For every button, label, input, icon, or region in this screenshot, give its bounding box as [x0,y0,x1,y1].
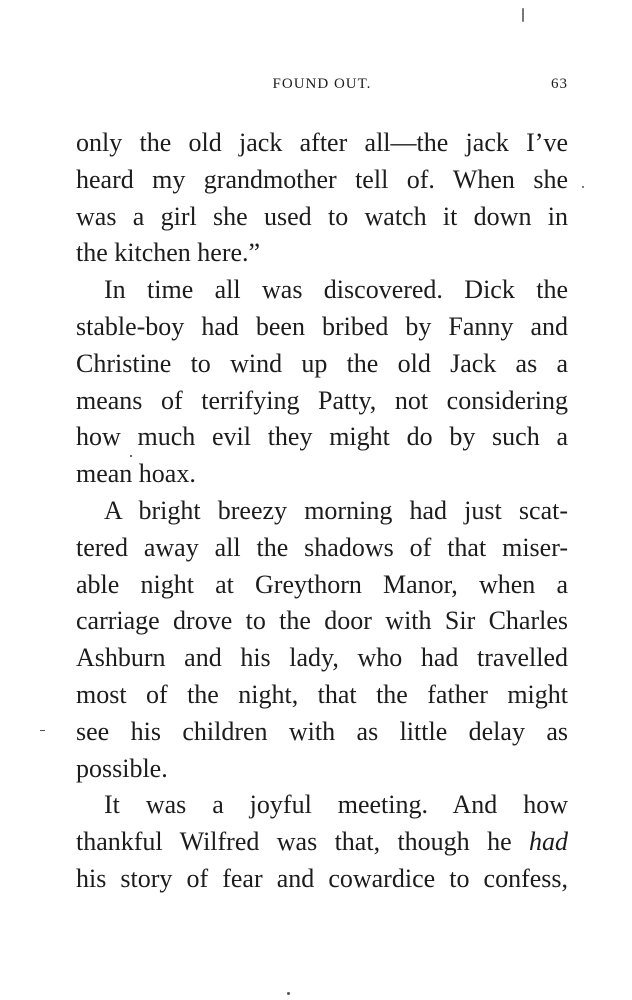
scan-speck [582,186,584,188]
running-head: FOUND OUT. [272,76,372,92]
paragraph-1 [76,125,568,272]
text-line: mean hoax. [76,459,196,489]
scan-speck [522,8,524,22]
text-line: stable-boy had been bribed by Fanny and [76,311,568,341]
text-line: tered away all the shadows of that miser- [76,532,568,562]
text-line: how much evil they might do by such a [76,422,568,452]
paragraph-4 [76,787,568,897]
scan-speck [130,455,132,457]
text-line: carriage drove to the door with Sir Charles [76,606,568,636]
text-line: Christine to wind up the old Jack as a [76,348,568,378]
page-header [76,76,568,100]
text-line: Ashburn and his lady, who had travelled [76,643,568,673]
text-line: the kitchen here.” [76,238,261,268]
paragraph-2 [76,272,568,493]
text-line: means of terrifying Patty, not considering [76,385,568,415]
paragraph-3 [76,493,568,787]
text-line: A bright breezy morning had just scat- [104,495,568,525]
text-line: most of the night, that the father might [76,679,568,709]
text-line: only the old jack after all—the jack I’ve [76,128,568,157]
scan-speck [40,730,45,731]
scan-speck [287,992,290,995]
page-number: 63 [551,76,568,92]
text-line: was a girl she used to watch it down in [76,201,568,231]
text-line: It was a joyful meeting. And how [104,790,568,820]
text-line: his story of fear and cowardice to confess, [76,863,568,893]
text-line: possible. [76,753,168,783]
text-line: see his children with as little delay as [76,716,568,746]
text-line-with-italic [76,824,568,861]
text-fragment: thankful Wilfred was that, though he [76,827,529,857]
text-line: able night at Greythorn Manor, when a [76,569,568,599]
text-line: heard my grandmother tell of. When she [76,164,568,194]
text-line: In time all was discovered. Dick the [104,275,568,305]
body-text [76,125,568,898]
italic-word: had [529,827,568,857]
